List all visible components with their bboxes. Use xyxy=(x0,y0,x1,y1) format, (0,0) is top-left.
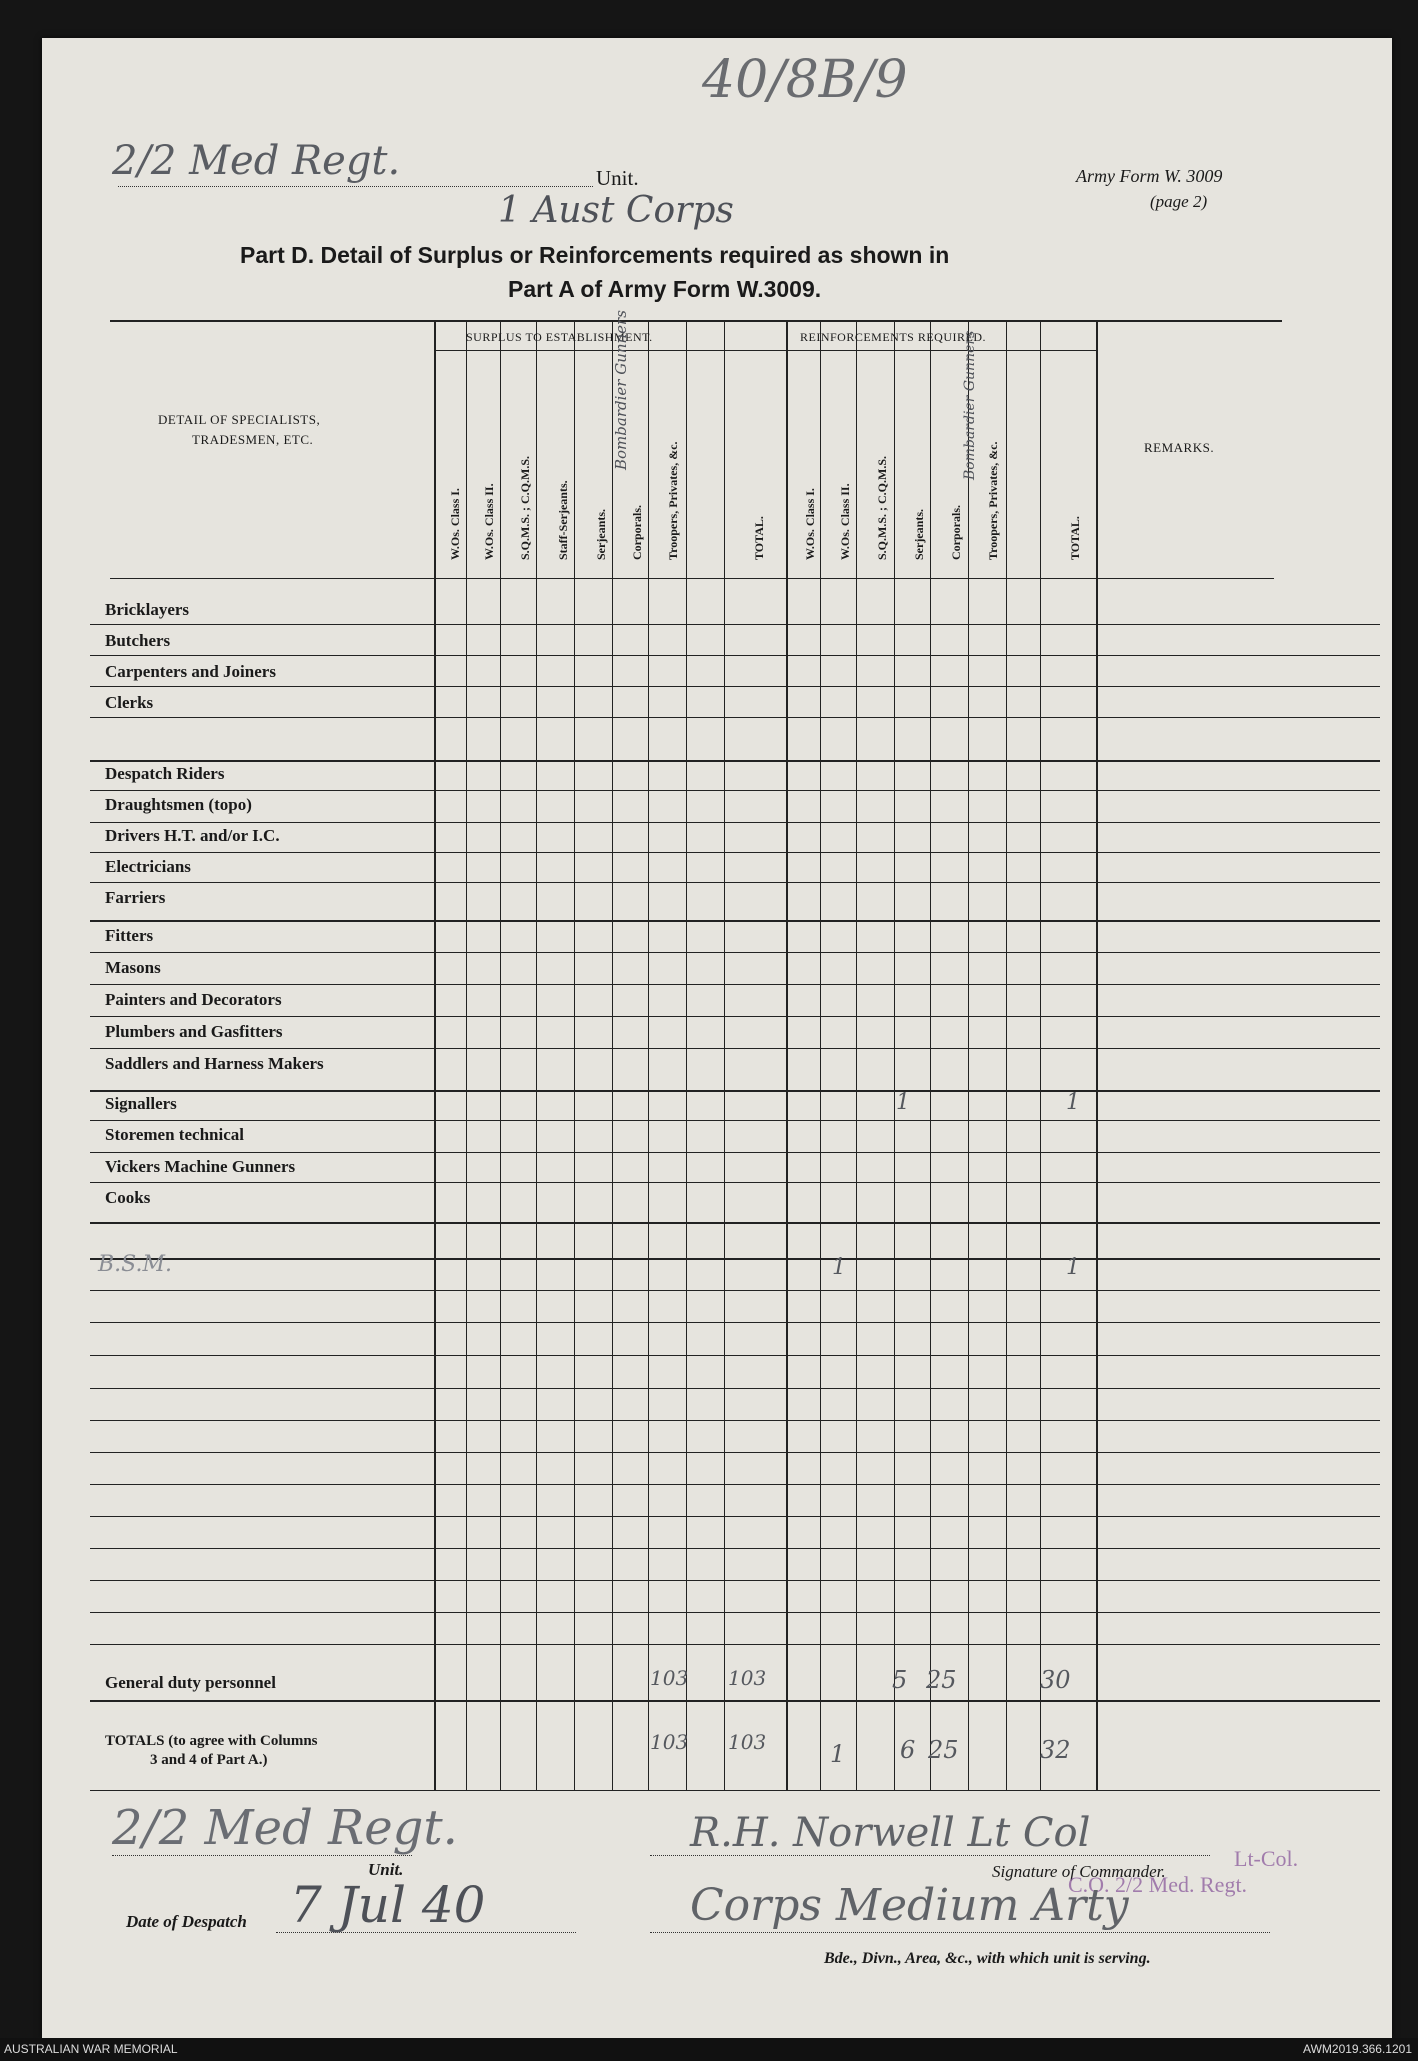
table-row-rule xyxy=(90,984,1380,985)
entry-total-reinf-wo2: 1 xyxy=(830,1740,846,1768)
archive-footer xyxy=(0,2038,1418,2061)
table-row-rule xyxy=(90,1322,1380,1323)
surplus-column-header: S.Q.M.S. ; C.Q.M.S. xyxy=(518,455,532,560)
reinforcement-column-header: TOTAL. xyxy=(1068,516,1082,560)
surplus-column-header: Troopers, Privates, &c. xyxy=(666,441,680,560)
entry-total-surplus-total: 103 xyxy=(728,1730,767,1754)
signature-label: Signature of Commander. xyxy=(992,1862,1166,1881)
entry-gd-reinf-total: 30 xyxy=(1040,1666,1071,1694)
table-column-rule xyxy=(500,320,501,1790)
table-row-rule xyxy=(90,1222,1380,1224)
row-label-drivers-h-t-and-or-i-c: Drivers H.T. and/or I.C. xyxy=(105,826,280,845)
table-row-rule xyxy=(90,1355,1380,1356)
table-row-rule xyxy=(90,1388,1380,1389)
row-label-draughtsmen-topo: Draughtsmen (topo) xyxy=(105,795,252,814)
table-column-rule xyxy=(724,320,725,1790)
entry-gd-reinf-corporals: 25 xyxy=(926,1666,957,1694)
entry-gd-reinf-serjeants: 5 xyxy=(892,1666,908,1694)
row-label-cooks: Cooks xyxy=(105,1188,151,1207)
table-row-rule xyxy=(90,1484,1380,1485)
totals-label-line-2: 3 and 4 of Part A.) xyxy=(150,1752,268,1768)
row-label-fitters: Fitters xyxy=(105,926,154,945)
footer-unit-label: Unit. xyxy=(368,1860,404,1879)
table-row-rule xyxy=(90,717,1380,718)
table-row-rule xyxy=(90,1420,1380,1421)
table-row-rule xyxy=(90,882,1380,883)
table-row-rule xyxy=(90,686,1380,687)
despatch-date-handwritten: 7 Jul 40 xyxy=(290,1876,486,1934)
entry-total-reinf-serjeants: 6 xyxy=(900,1736,916,1764)
formation-handwritten: Corps Medium Arty xyxy=(690,1880,1129,1931)
row-label-carpenters-and-joiners: Carpenters and Joiners xyxy=(105,662,276,681)
reinforcement-column-header: S.Q.M.S. ; C.Q.M.S. xyxy=(875,455,889,560)
reinforcement-column-annotation: Bombardier Gunners xyxy=(962,330,978,480)
footer-unit-handwritten: 2/2 Med Regt. xyxy=(112,1800,458,1856)
table-row-rule xyxy=(90,1790,1380,1791)
stamp-rank: Lt-Col. xyxy=(1234,1846,1299,1871)
table-column-rule xyxy=(574,320,575,1790)
table-row-rule xyxy=(90,1516,1380,1517)
table-row-rule xyxy=(90,1580,1380,1581)
group-header-rule xyxy=(434,350,1096,351)
table-column-rule xyxy=(466,320,467,1790)
table-row-rule xyxy=(90,1258,1380,1260)
table-row-rule xyxy=(90,1290,1380,1291)
table-row-rule xyxy=(90,1152,1380,1153)
table-top-rule xyxy=(110,320,1282,322)
entry-gd-surplus-corporals: 103 xyxy=(650,1666,689,1690)
reinforcement-column-header: Serjeants. xyxy=(912,509,926,560)
reinf-left-rule xyxy=(786,320,788,1790)
entry-signallers-serjeants: 1 xyxy=(896,1090,910,1115)
entry-total-surplus-corporals: 103 xyxy=(650,1730,689,1754)
stamp-unit: C.O. 2/2 Med. Regt. xyxy=(1068,1872,1248,1897)
formation-line xyxy=(650,1932,1270,1933)
entry-signallers-total: 1 xyxy=(1066,1090,1080,1115)
form-name: Army Form W. 3009 xyxy=(1076,166,1223,186)
commander-signature: R.H. Norwell Lt Col xyxy=(690,1810,1091,1856)
table-row-rule xyxy=(90,1700,1380,1702)
row-label-farriers: Farriers xyxy=(105,888,166,907)
reinforcement-column-header: Troopers, Privates, &c. xyxy=(986,441,1000,560)
totals-label-line-1: TOTALS (to agree with Columns xyxy=(105,1733,318,1749)
table-row-rule xyxy=(90,920,1380,922)
corps-handwritten: 1 Aust Corps xyxy=(498,190,734,231)
entry-total-reinf-total: 32 xyxy=(1040,1736,1071,1764)
signature-line xyxy=(650,1855,1210,1856)
row-label-plumbers-and-gasfitters: Plumbers and Gasfitters xyxy=(105,1022,283,1041)
row-label-butchers: Butchers xyxy=(105,631,171,650)
title-line-1: Part D. Detail of Surplus or Reinforcements required as shown in xyxy=(240,242,950,268)
table-column-rule xyxy=(686,320,687,1790)
header-bottom-rule xyxy=(110,578,1274,579)
table-row-rule xyxy=(90,1016,1380,1017)
surplus-left-rule xyxy=(434,320,436,1790)
reinforcements-header: REINFORCEMENTS REQUIRED. xyxy=(800,330,987,344)
entry-bsm-total: 1 xyxy=(1066,1255,1080,1280)
table-row-rule xyxy=(90,852,1380,853)
archive-accession: AWM2019.366.1201 xyxy=(1303,2042,1412,2056)
row-label-clerks: Clerks xyxy=(105,693,154,712)
table-row-rule xyxy=(90,1612,1380,1613)
table-column-rule xyxy=(930,320,931,1790)
detail-header-line-2: TRADESMEN, ETC. xyxy=(192,432,314,447)
table-column-rule xyxy=(856,320,857,1790)
archive-reference: 40/8B/9 xyxy=(702,50,908,110)
row-label-despatch-riders: Despatch Riders xyxy=(105,764,225,783)
table-row-rule xyxy=(90,1548,1380,1549)
surplus-column-header: Corporals. xyxy=(630,505,644,560)
entry-total-reinf-corporals: 25 xyxy=(928,1736,959,1764)
row-label-painters-and-decorators: Painters and Decorators xyxy=(105,990,282,1009)
footer-unit-line xyxy=(112,1855,412,1856)
entry-bsm-wo2: 1 xyxy=(832,1255,846,1280)
table-column-rule xyxy=(536,320,537,1790)
formation-label: Bde., Divn., Area, &c., with which unit is serving. xyxy=(824,1950,1151,1967)
row-label-electricians: Electricians xyxy=(105,857,191,876)
table-row-rule xyxy=(90,1644,1380,1645)
table-row-rule xyxy=(90,1090,1380,1092)
table-row-rule xyxy=(90,655,1380,656)
table-row-rule xyxy=(90,624,1380,625)
row-label-masons: Masons xyxy=(105,958,161,977)
despatch-label: Date of Despatch xyxy=(126,1912,247,1931)
surplus-column-header: Staff-Serjeants. xyxy=(556,480,570,560)
table-row-rule xyxy=(90,790,1380,791)
unit-dotted-line xyxy=(118,186,593,187)
table-column-rule xyxy=(820,320,821,1790)
surplus-header: SURPLUS TO ESTABLISHMENT. xyxy=(466,330,653,344)
reinforcement-column-header: W.Os. Class I. xyxy=(803,488,817,560)
table-row-rule xyxy=(90,1120,1380,1121)
unit-label: Unit. xyxy=(596,166,639,190)
remarks-left-rule xyxy=(1096,320,1098,1790)
table-row-rule xyxy=(90,1452,1380,1453)
row-label-bricklayers: Bricklayers xyxy=(105,600,190,619)
table-column-rule xyxy=(1006,320,1007,1790)
reinforcement-column-header: Corporals. xyxy=(949,505,963,560)
form-page: (page 2) xyxy=(1150,192,1208,211)
table-column-rule xyxy=(648,320,649,1790)
table-row-rule xyxy=(90,822,1380,823)
row-label-saddlers-and-harness-makers: Saddlers and Harness Makers xyxy=(105,1054,324,1073)
surplus-column-header: Serjeants. xyxy=(594,509,608,560)
table-row-rule xyxy=(90,760,1380,762)
bsm-row-label: B.S.M. xyxy=(98,1252,172,1277)
table-row-rule xyxy=(90,952,1380,953)
unit-handwritten: 2/2 Med Regt. xyxy=(112,138,401,184)
table-row-rule xyxy=(90,1182,1380,1183)
surplus-column-header: W.Os. Class I. xyxy=(448,488,462,560)
surplus-column-header: TOTAL. xyxy=(752,516,766,560)
row-label-vickers-machine-gunners: Vickers Machine Gunners xyxy=(105,1157,296,1176)
detail-header-line-1: DETAIL OF SPECIALISTS, xyxy=(158,412,321,427)
table-column-rule xyxy=(612,320,613,1790)
title-line-2: Part A of Army Form W.3009. xyxy=(508,276,822,302)
table-row-rule xyxy=(90,1048,1380,1049)
table-column-rule xyxy=(894,320,895,1790)
row-label-storemen-technical: Storemen technical xyxy=(105,1125,244,1144)
reinforcement-column-header: W.Os. Class II. xyxy=(838,483,852,560)
archive-institution: AUSTRALIAN WAR MEMORIAL xyxy=(4,2042,178,2056)
surplus-column-header: W.Os. Class II. xyxy=(482,483,496,560)
general-duty-label: General duty personnel xyxy=(105,1673,276,1692)
row-label-signallers: Signallers xyxy=(105,1094,177,1113)
surplus-column-annotation: Bombardier Gunners xyxy=(612,310,630,470)
remarks-header: REMARKS. xyxy=(1144,440,1215,455)
table-column-rule xyxy=(1040,320,1041,1790)
table-column-rule xyxy=(968,320,969,1790)
entry-gd-surplus-total: 103 xyxy=(728,1666,767,1690)
